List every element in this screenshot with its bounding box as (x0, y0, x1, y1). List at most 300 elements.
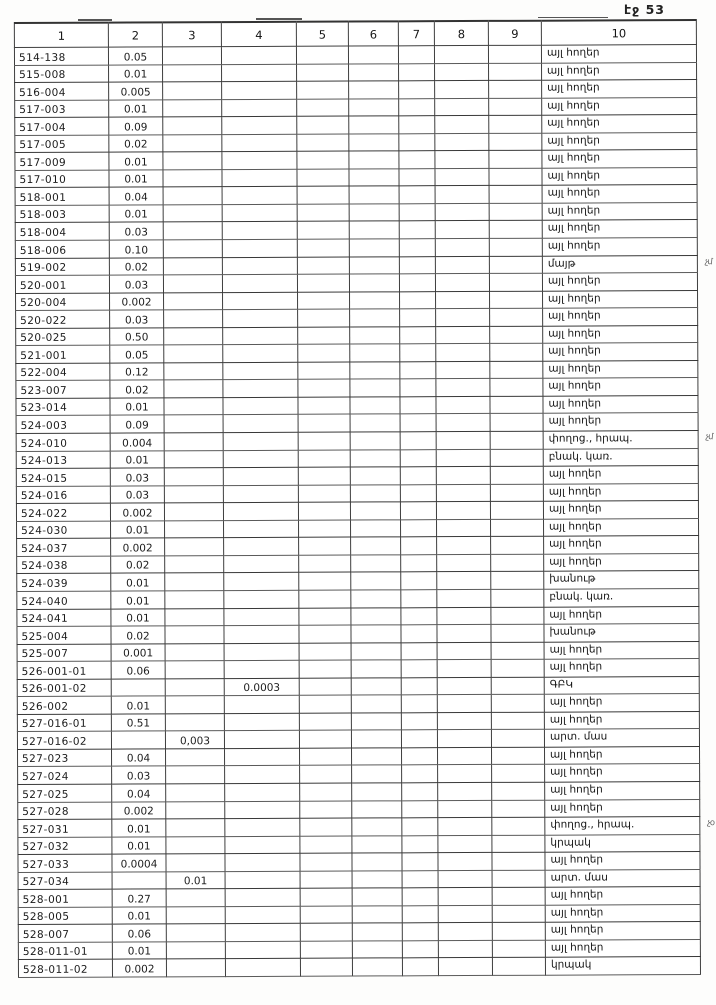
col3-value-cell (164, 380, 223, 398)
empty-cell (490, 379, 543, 397)
column-header-3: 3 (162, 22, 221, 47)
col4-value-cell (223, 309, 298, 327)
column-header-2: 2 (108, 22, 162, 47)
land-use-cell (542, 238, 697, 256)
land-use-label: այլ հողեր (550, 906, 604, 919)
empty-cell (435, 98, 489, 116)
empty-cell (399, 169, 435, 187)
land-use-label: այլ հողեր (549, 520, 602, 533)
parcel-code-cell: 524-039 (17, 573, 111, 591)
parcel-code-cell: 519-002 (15, 258, 109, 276)
empty-cell (438, 835, 492, 853)
empty-cell (297, 169, 349, 187)
land-use-cell (542, 185, 697, 203)
parcel-code-cell: 518-004 (15, 223, 109, 241)
col4-value-cell (224, 573, 299, 591)
land-use-cell (544, 746, 699, 764)
parcel-code-cell: 517-010 (15, 170, 109, 188)
parcel-code-cell: 515-008 (15, 65, 109, 83)
col4-value-cell (225, 748, 300, 766)
col3-value-cell (163, 169, 222, 187)
land-use-cell (544, 659, 699, 677)
land-use-label: այլ հողեր (549, 555, 602, 568)
empty-cell (349, 63, 399, 81)
empty-cell (298, 432, 350, 450)
empty-cell (489, 133, 542, 151)
empty-cell (299, 625, 351, 643)
col4-value-cell (222, 169, 297, 187)
area-value-cell: 0.01 (111, 608, 165, 626)
empty-cell (490, 344, 543, 362)
empty-cell (490, 501, 543, 519)
col3-value-cell (165, 643, 224, 661)
land-use-label: այլ հողեր (548, 327, 601, 340)
empty-cell (399, 133, 435, 151)
empty-cell (438, 853, 492, 871)
land-use-cell (543, 413, 698, 431)
empty-cell (350, 344, 400, 362)
empty-cell (298, 467, 350, 485)
land-use-label: այլ հողեր (547, 221, 601, 235)
empty-cell (436, 344, 490, 362)
land-use-cell (545, 939, 700, 957)
empty-cell (490, 361, 543, 379)
empty-cell (300, 836, 352, 854)
land-use-cell (544, 676, 699, 694)
land-use-cell (545, 904, 700, 922)
land-use-cell (543, 431, 714, 449)
empty-cell (400, 449, 436, 467)
area-value-cell: 0.002 (112, 959, 166, 977)
col3-value-cell (164, 415, 223, 433)
col4-value-cell (224, 538, 299, 556)
land-use-label: այլ հողեր (548, 414, 602, 428)
land-use-cell (545, 834, 700, 852)
empty-cell (297, 274, 349, 292)
col3-value-cell (164, 485, 223, 503)
land-use-label: այլ հողեր (546, 46, 600, 59)
parcel-code-cell: 524-022 (16, 503, 110, 521)
empty-cell (400, 291, 436, 309)
land-use-cell (545, 922, 700, 940)
empty-cell (350, 291, 400, 309)
empty-cell (437, 747, 491, 765)
land-use-cell (542, 80, 697, 98)
empty-cell (400, 484, 436, 502)
empty-cell (489, 63, 542, 81)
land-use-cell (544, 711, 699, 729)
empty-cell (438, 817, 492, 835)
land-use-label: բնակ. կառ. (548, 449, 613, 463)
col3-value-cell (165, 626, 224, 644)
empty-cell (399, 256, 435, 274)
land-use-label: կրպակ (550, 958, 592, 972)
land-use-label: խանութ (549, 625, 596, 638)
empty-cell (298, 362, 350, 380)
col3-value-cell (163, 134, 222, 152)
empty-cell (436, 414, 490, 432)
empty-cell (489, 256, 542, 274)
empty-cell (401, 607, 437, 625)
land-use-label: այլ հողեր (547, 134, 600, 147)
empty-cell (352, 906, 402, 924)
empty-cell (435, 203, 489, 221)
col4-value-cell (222, 152, 297, 170)
empty-cell (299, 748, 351, 766)
land-use-cell (543, 360, 698, 378)
parcel-code-cell: 528-011-01 (18, 942, 112, 960)
land-use-cell (545, 869, 700, 887)
empty-cell (437, 642, 491, 660)
empty-cell (437, 572, 491, 590)
land-use-cell (543, 501, 698, 519)
land-use-label: այլ հողեր (547, 169, 601, 182)
col3-value-cell (163, 240, 222, 258)
empty-cell (436, 291, 490, 309)
empty-cell (489, 150, 542, 168)
land-use-cell (544, 588, 699, 606)
empty-cell (299, 695, 351, 713)
land-use-label: այլ հողեր (549, 660, 603, 673)
area-value-cell: 0.01 (109, 100, 163, 118)
empty-cell (297, 134, 349, 152)
empty-cell (350, 414, 400, 432)
empty-cell (438, 765, 492, 783)
empty-cell (436, 379, 490, 397)
empty-cell (489, 221, 542, 239)
land-use-cell (542, 115, 697, 133)
empty-cell (349, 134, 399, 152)
empty-cell (437, 519, 491, 537)
parcel-code-cell: 516-004 (15, 82, 109, 100)
area-value-cell: 0.01 (111, 573, 165, 591)
land-use-label: այլ հողեր (548, 485, 602, 498)
col4-value-cell (224, 590, 299, 608)
area-value-cell: 0.10 (109, 240, 163, 258)
col3-value-cell (164, 310, 223, 328)
empty-cell (399, 274, 435, 292)
parcel-code-cell: 518-001 (15, 187, 109, 205)
parcel-code-cell: 514-138 (14, 47, 108, 65)
empty-cell (348, 46, 398, 64)
parcel-code-cell: 527-033 (18, 854, 112, 872)
parcel-code-cell: 527-028 (18, 802, 112, 820)
area-value-cell: 0.002 (112, 801, 166, 819)
empty-cell (401, 748, 437, 766)
empty-cell (400, 379, 436, 397)
empty-cell (351, 642, 401, 660)
area-value-cell: 0.01 (111, 591, 165, 609)
land-use-cell (542, 255, 713, 273)
empty-cell (349, 151, 399, 169)
area-value-cell: 0.03 (109, 222, 163, 240)
empty-cell (351, 748, 401, 766)
parcel-code-cell: 527-025 (18, 784, 112, 802)
col4-value-cell (223, 485, 298, 503)
empty-cell (492, 835, 545, 853)
land-use-cell (542, 202, 697, 220)
col4-value-cell (225, 889, 300, 907)
empty-cell (399, 239, 435, 257)
parcel-code-cell: 524-040 (17, 591, 111, 609)
empty-cell (401, 555, 437, 573)
land-use-label: այլ հողեր (547, 151, 600, 164)
empty-cell (299, 590, 351, 608)
empty-cell (402, 870, 438, 888)
col4-value-cell (223, 450, 298, 468)
land-use-label: այլ հողեր (548, 467, 602, 480)
land-use-label: այլ հողեր (549, 695, 603, 708)
parcel-code-cell: 524-041 (17, 609, 111, 627)
area-value-cell: 0.51 (111, 714, 165, 732)
parcel-code-cell: 525-004 (17, 626, 111, 644)
empty-cell (352, 818, 402, 836)
area-value-cell: 0.01 (110, 450, 164, 468)
land-use-cell (544, 641, 699, 659)
land-use-label: այլ հողեր (548, 309, 601, 322)
empty-cell (436, 431, 490, 449)
area-value-cell: 0.06 (112, 924, 166, 942)
empty-cell (490, 396, 543, 414)
land-use-label: այլ հողեր (548, 379, 601, 393)
empty-cell (435, 133, 489, 151)
col3-value-cell (166, 836, 225, 854)
empty-cell (399, 221, 435, 239)
empty-cell (491, 537, 544, 555)
empty-cell (299, 572, 351, 590)
land-use-cell (545, 887, 700, 905)
empty-cell (401, 712, 437, 730)
area-value-cell: 0.02 (109, 135, 163, 153)
area-value-cell: 0.05 (108, 47, 162, 65)
empty-cell (491, 607, 544, 625)
col3-value-cell: 0,003 (165, 731, 224, 749)
empty-cell (399, 98, 435, 116)
empty-cell (398, 46, 434, 64)
empty-cell (350, 327, 400, 345)
area-value-cell: 0.002 (110, 503, 164, 521)
empty-cell (491, 659, 544, 677)
col4-value-cell: 0.0003 (224, 678, 299, 696)
col4-value-cell (223, 345, 298, 363)
empty-cell (352, 923, 402, 941)
cadastral-table-wrapper (14, 19, 715, 978)
empty-cell (438, 782, 492, 800)
col3-value-cell (162, 47, 221, 65)
empty-cell (399, 186, 435, 204)
land-use-label: այլ հողեր (547, 186, 601, 200)
empty-cell (489, 168, 542, 186)
col4-value-cell (221, 46, 296, 64)
land-use-label: այլ հողեր (549, 537, 602, 550)
empty-cell (298, 309, 350, 327)
handwritten-margin-mark: չմ (705, 431, 714, 443)
empty-cell (350, 449, 400, 467)
area-value-cell: 0.01 (112, 819, 166, 837)
col4-value-cell (222, 99, 297, 117)
empty-cell (437, 730, 491, 748)
empty-cell (400, 414, 436, 432)
land-use-label: այլ հողեր (547, 81, 600, 94)
col3-value-cell (166, 748, 225, 766)
parcel-code-cell: 524-038 (17, 556, 111, 574)
empty-cell (438, 905, 492, 923)
land-use-cell (543, 308, 698, 326)
land-use-cell (545, 781, 700, 799)
empty-cell (437, 712, 491, 730)
col4-value-cell (222, 187, 297, 205)
area-value-cell: 0.27 (112, 889, 166, 907)
parcel-code-cell: 527-016-02 (17, 731, 111, 749)
empty-cell (300, 853, 352, 871)
empty-cell (435, 168, 489, 186)
area-value-cell: 0.005 (109, 82, 163, 100)
col4-value-cell (222, 81, 297, 99)
empty-cell (299, 537, 351, 555)
empty-cell (350, 362, 400, 380)
col3-value-cell (165, 520, 224, 538)
land-use-cell (544, 571, 699, 589)
empty-cell (402, 905, 438, 923)
area-value-cell: 0.01 (111, 696, 165, 714)
col3-value-cell (166, 784, 225, 802)
empty-cell (491, 747, 544, 765)
empty-cell (296, 46, 348, 64)
empty-cell (489, 238, 542, 256)
empty-cell (350, 484, 400, 502)
empty-cell (351, 590, 401, 608)
parcel-code-cell: 517-004 (15, 117, 109, 135)
area-value-cell: 0.05 (110, 345, 164, 363)
empty-cell (299, 678, 351, 696)
empty-cell (437, 589, 491, 607)
empty-cell (351, 572, 401, 590)
empty-cell (350, 379, 400, 397)
empty-cell (298, 397, 350, 415)
empty-cell (401, 730, 437, 748)
empty-cell (492, 817, 545, 835)
empty-cell (351, 607, 401, 625)
empty-cell (435, 116, 489, 134)
land-use-cell (542, 62, 697, 80)
land-use-label: այլ հողեր (550, 765, 603, 779)
parcel-code-cell: 526-002 (17, 696, 111, 714)
land-use-cell (542, 220, 697, 238)
land-use-cell (544, 624, 699, 642)
col3-value-cell (165, 538, 224, 556)
empty-cell (298, 292, 350, 310)
area-value-cell: 0.01 (112, 836, 166, 854)
parcel-code-cell: 527-016-01 (17, 714, 111, 732)
land-use-cell (542, 132, 697, 150)
col4-value-cell (223, 292, 298, 310)
land-use-label: փողոց., հրապ. (550, 818, 635, 831)
empty-cell (401, 660, 437, 678)
land-use-cell (543, 448, 698, 466)
col3-value-cell (165, 555, 224, 573)
empty-cell (435, 151, 489, 169)
empty-cell (351, 625, 401, 643)
parcel-code-cell: 518-003 (15, 205, 109, 223)
area-value-cell: 0.01 (112, 907, 166, 925)
empty-cell (297, 151, 349, 169)
empty-cell (299, 643, 351, 661)
area-value-cell: 0.001 (111, 643, 165, 661)
area-value-cell: 0.01 (109, 205, 163, 223)
empty-cell (298, 450, 350, 468)
column-header-5: 5 (296, 22, 348, 47)
land-use-cell (543, 290, 698, 308)
empty-cell (402, 800, 438, 818)
empty-cell (297, 81, 349, 99)
empty-cell (401, 572, 437, 590)
empty-cell (437, 695, 491, 713)
column-header-10: 10 (541, 20, 696, 45)
area-value-cell: 0.02 (111, 556, 165, 574)
col4-value-cell (224, 555, 299, 573)
land-use-label: այլ հողեր (550, 941, 604, 954)
parcel-code-cell: 527-034 (18, 872, 112, 890)
parcel-code-cell: 524-015 (16, 468, 110, 486)
column-header-8: 8 (434, 21, 488, 46)
area-value-cell: 0.01 (112, 942, 166, 960)
empty-cell (492, 905, 545, 923)
col3-value-cell (165, 591, 224, 609)
empty-cell (490, 291, 543, 309)
empty-cell (399, 81, 435, 99)
empty-cell (352, 941, 402, 959)
land-use-cell (545, 957, 700, 975)
empty-cell (489, 273, 542, 291)
col4-value-cell (222, 274, 297, 292)
land-use-label: խանութ (549, 572, 596, 586)
empty-cell (489, 80, 542, 98)
empty-cell (490, 484, 543, 502)
empty-cell (402, 923, 438, 941)
col3-value-cell (164, 327, 223, 345)
empty-cell (401, 642, 437, 660)
empty-cell (437, 607, 491, 625)
col3-value-cell (166, 889, 225, 907)
empty-cell (297, 257, 349, 275)
column-header-4: 4 (221, 22, 296, 47)
empty-cell (297, 204, 349, 222)
col3-value-cell (166, 924, 225, 942)
empty-cell (436, 502, 490, 520)
empty-cell (491, 572, 544, 590)
col3-value-cell (164, 292, 223, 310)
empty-cell (351, 678, 401, 696)
empty-cell (352, 853, 402, 871)
empty-cell (300, 765, 352, 783)
col3-value-cell (165, 696, 224, 714)
col3-value-cell (165, 608, 224, 626)
empty-cell (491, 677, 544, 695)
empty-cell (350, 309, 400, 327)
land-use-cell (544, 518, 699, 536)
parcel-code-cell: 526-001-02 (17, 679, 111, 697)
empty-cell (300, 818, 352, 836)
area-value-cell: 0.03 (112, 766, 166, 784)
col3-value-cell (163, 152, 222, 170)
area-value-cell: 0.004 (110, 433, 164, 451)
land-use-cell (542, 167, 697, 185)
empty-cell (349, 221, 399, 239)
col4-value-cell (225, 836, 300, 854)
col4-value-cell (225, 853, 300, 871)
table-header-row (14, 20, 696, 47)
empty-cell (491, 712, 544, 730)
